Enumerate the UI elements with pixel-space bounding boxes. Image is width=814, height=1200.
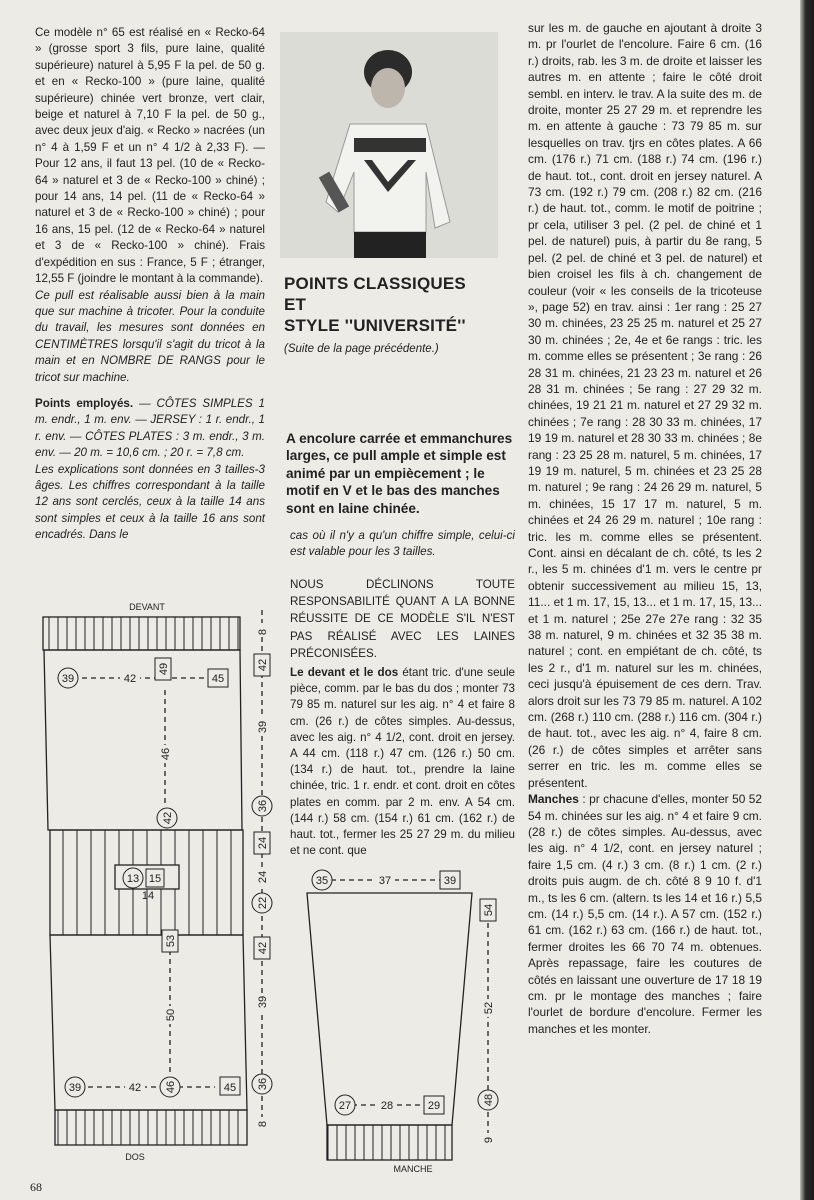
dim-plain: 37	[378, 875, 392, 887]
pattern-schematic	[0, 590, 520, 1190]
devant-label: DEVANT	[129, 602, 165, 612]
dim-plain: 8	[257, 1120, 269, 1128]
dim-plain: 42	[123, 673, 137, 685]
dim-boxed: 39	[443, 875, 457, 887]
dim-circled: 42	[162, 811, 174, 825]
materials-paragraph: Ce modèle n° 65 est réalisé en « Recko-64 » (grosse sport 3 fils, pure laine, qualité supérieure) naturel à 5,95 F la pel. de 50 g. et en « Recko-100 » (pure laine, qualité supérieure) chinée vert bronze, vert clair, beige et naturel à 7,10 F la pel. de 50 g., avec deux jeux d'aig. « Recko » nacrées (un n° 4 à 1,59 F et un n° 4 1/2 à 2,33 F). — Pour 12 ans, il faut 13 pel. (10 de « Recko-64 » naturel et 3 de « Recko-100 » chiné) ; pour 14 ans, 14 pel. (11 de « Recko-64 » naturel et 3 de « Recko-100 » chiné) ; pour 16 ans, 15 pel. (12 de « Recko-64 » naturel et 3 de « Recko-100 » chiné). Frais d'expédition en sus : France, 5 F ; étranger, 12,55 F (joindre le montant à la commande).	[35, 26, 265, 286]
subtitle: (Suite de la page précédente.)	[284, 343, 439, 355]
dim-boxed: 45	[211, 673, 225, 685]
dim-plain: 52	[483, 1001, 495, 1015]
title-line: POINTS CLASSIQUES	[284, 274, 466, 293]
title-line: STYLE ''UNIVERSITÉ''	[284, 316, 466, 335]
manches-paragraph	[528, 791, 762, 1037]
dos-label: DOS	[125, 1152, 145, 1162]
dim-plain: 46	[160, 747, 172, 761]
points-paragraph	[35, 396, 265, 462]
disclaimer: NOUS DÉCLINONS TOUTE RESPONSABILITÉ QUANT A LA BONNE RÉUSSITE DE CE MODÈLE S'IL N'EST PAS RÉALISÉ AVEC LES LAINES PRÉCONISÉES.	[290, 578, 515, 660]
machine-note: Ce pull est réalisable aussi bien à la main que sur machine à tricoter. Pour la conduite du travail, les mesures sont données en CENTIMÈTRES lorsqu'il s'agit du tricot à la main et en NOMBRE DE RANGS pour le tricot sur machine.	[35, 288, 265, 384]
points-text: — CÔTES SIMPLES 1 m. endr., 1 m. env. — JERSEY : 1 r. endr., 1 r. env. — CÔTES PLATES : 3 m. endr., 3 m. env. — 20 m. = 10,6 cm. ; 20 r. = 7,8 cm.	[35, 396, 265, 460]
left-column	[35, 25, 265, 544]
instructions-paragraph: sur les m. de gauche en ajoutant à droite 3 m. pr l'ourlet de l'encolure. Faire 6 cm. (16 r.) droits, rab. les 3 m. de droite et laisser les autres m. en attente ; faire le côté droit sembl. en interv. le trav. A la suite des m. de droite, monter 25 27 29 m. et reprendre les m. en attente à gauche : 73 79 85 m. sur lesquelles on trav. tjrs en côtes plates. A 66 cm. (176 r.) 71 cm. (188 r.) 74 cm. (196 r.) de haut. tot., cont. droit en jersey naturel. A 73 cm. (192 r.) 79 cm. (208 r.) 82 cm. (216 r.) de haut. tot., comm. le motif de poitrine ; pr cela, utiliser 3 pel. (2 pel. de chiné et 1 pel. de naturel) puis, à partir du 8e rang, 5 pel. (2 pel. de chiné et 3 pel. de naturel) et bien croisel les fils à ch. changement de couleur (voir « les conseils de la tricoteuse », page 52) en trav. ainsi : 1er rang : 25 27 30 m. chinées, 23 25 25 m. naturel et 25 27 30 m. chinées ; 2e, 4e et 6e rangs : tric. les m. comme elles se présentent ; 3e rang : 26 28 31 m. chinées, 21 23 23 m. naturel et 26 28 31 m. chinées ; 5e rang : 27 29 32 m. chinées, 19 21 21 m. naturel et 27 29 32 m. chinées ; 7e rang : 28 30 33 m. chinées, 17 19 19 m. naturel et 28 30 33 m. chinées ; 8e rang : 23 25 28 m. naturel, 5 m. chinées, 17 19 19 m. naturel, 5 m. chinées et 23 25 28 m. naturel ; 9e rang : 24 26 29 m. naturel, 5 m. chinées, 15 17 17 m. naturel, 5 m. chinées et 24 26 29 m. naturel ; 10e rang : tric. les m. comme elles se présentent. Cont. ainsi en décalant de ch. côté, ts les 2 r., les 5 m. chinées d'1 m. vers le centre pr obtenir successivement au milieu 15, 13, 11... et 1 m. 17, 15, 13... et 1 m. 17, 15, 13... et 1 m. naturel ; 25e 27e 27e rang : 32 35 38 m. naturel, 9 m. chinées et 32 35 38 m. naturel ; cont. en empiétant de ch. côté, ts les 2 r., d'1 m. naturel sur les m. chinées, ceci jusqu'à épuisement de ces dern. Trav. alors droit sur les 73 79 85 m. naturel. A 102 cm. (268 r.) 110 cm. (288 r.) 116 cm. (304 r.) de haut. tot., avec les aig. n° 4, faire 8 cm. (26 r.) de côtes simples et arrêter sans serrer en tric. les m. comme elles se présentent.	[528, 21, 762, 790]
model-photo	[280, 32, 498, 258]
dim-circled: 46	[165, 1080, 177, 1094]
dim-plain: 24	[257, 870, 269, 884]
dim-circled: 27	[338, 1100, 352, 1112]
dim-plain: 39	[257, 720, 269, 734]
dim-circled: 22	[257, 896, 269, 910]
sweater-photo-illustration	[280, 32, 498, 258]
page-binding-shadow	[800, 0, 814, 1200]
points-heading: Points employés.	[35, 396, 134, 410]
dim-boxed: 15	[148, 873, 162, 885]
dim-circled: 39	[61, 673, 75, 685]
sizes-note-continued: cas où il n'y a qu'un chiffre simple, celui-ci est valable pour les 3 tailles.	[290, 529, 515, 559]
dim-circled: 39	[68, 1082, 82, 1094]
devant-dos-heading: Le devant et le dos	[290, 666, 399, 679]
dim-plain: 50	[165, 1008, 177, 1022]
dim-boxed: 29	[427, 1100, 441, 1112]
dim-circled: 35	[315, 875, 329, 887]
dim-boxed: 53	[165, 934, 177, 948]
dim-boxed: 42	[257, 658, 269, 672]
dim-plain: 14	[141, 890, 155, 902]
dim-plain: 8	[257, 628, 269, 636]
manches-text: : pr chacune d'elles, monter 50 52 54 m. chinées sur les aig. n° 4 et faire 9 cm. (28 r.) de côtes simples. Au-dessus, avec les aig. n° 4 1/2, cont. en jersey naturel ; faire 1,5 cm. (4 r.) 3 cm. (8 r.) 1 cm. (2 r.) droits puis augm. de ch. côté 8 9 10 f. d'1 m., ts les 6 cm. (altern. ts les 14 et 16 r.) 5,5 cm. (14 r.) 5,5 cm. (14 r.). A 57 cm. (152 r.) 61 cm. (162 r.) 63 cm. (166 r.) de haut. tot., fermer droites les 66 70 74 m. obtenues. Après repassage, faire les coutures de côtés en laissant une ouverture de 17 18 19 cm. pr le montage des manches ; faire l'ourlet de bordure d'encolure. Fermer les manches et les monter.	[528, 792, 762, 1036]
dim-circled: 48	[483, 1093, 495, 1107]
dim-plain: 42	[128, 1082, 142, 1094]
devant-dos-text: étant tric. d'une seule pièce, comm. par le bas du dos ; monter 73 79 85 m. naturel sur les aig. n° 4 et faire 8 cm. (26 r.) de côtes simples. Au-dessus, avec les aig. n° 4 1/2, cont. droit en jersey. A 44 cm. (118 r.) 47 cm. (126 r.) 50 cm. (134 r.) de haut. tot., prendre la laine chinée, tric. 1 r. endr. et cont. droit en côtes plates en comm. par 2 m. env. A 54 cm. (144 r.) 58 cm. (154 r.) 61 cm. (162 r.) de haut. tot., fermer les 25 27 29 m. du milieu et ne cont. que	[290, 666, 515, 858]
dim-plain: 28	[380, 1100, 394, 1112]
page-title	[284, 273, 514, 336]
dim-boxed: 42	[257, 941, 269, 955]
dim-boxed: 54	[483, 903, 495, 917]
manches-heading: Manches	[528, 792, 579, 807]
dim-circled: 36	[257, 1077, 269, 1091]
dim-circled: 36	[257, 799, 269, 813]
dim-plain: 39	[257, 995, 269, 1009]
sizes-note: Les explications sont données en 3 tailles-3 âges. Les chiffres correspondant à la taille 12 ans sont cerclés, ceux à la taille 14 ans sont simples et ceux à la taille 16 ans sont encadrés. Dans le	[35, 462, 265, 542]
right-column	[528, 20, 762, 1037]
title-line: ET	[284, 295, 307, 314]
lead-paragraph: A encolure carrée et emmanchures larges, ce pull ample et simple est animé par un empiècement ; le motif en V et le bas des manches sont en laine chinée.	[286, 431, 513, 516]
dim-plain: 9	[483, 1136, 495, 1144]
page-number: 68	[30, 1180, 42, 1194]
dim-circled: 13	[126, 873, 140, 885]
manche-label: MANCHE	[393, 1164, 433, 1174]
sleeve-piece	[307, 893, 472, 1160]
dim-boxed: 45	[223, 1082, 237, 1094]
dim-boxed: 24	[257, 836, 269, 850]
dim-boxed: 49	[158, 662, 170, 676]
